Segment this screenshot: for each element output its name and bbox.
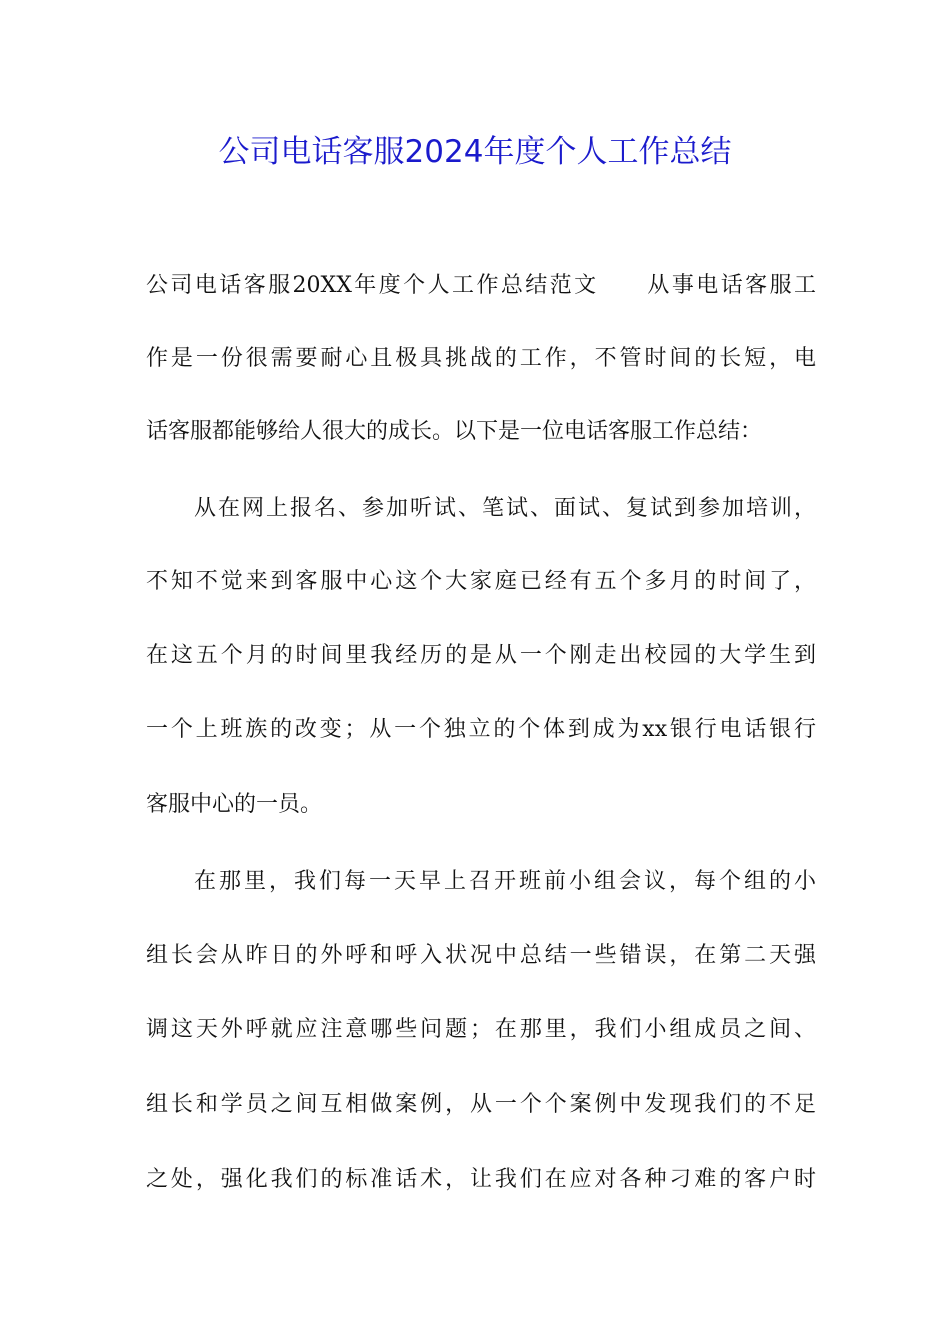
paragraph-line: 作是一份很需要耐心且极具挑战的工作，不管时间的长短，电 — [146, 346, 816, 371]
paragraph-line: 客服中心的一员。 — [146, 792, 323, 817]
paragraph-line: 之处，强化我们的标准话术，让我们在应对各种刁难的客户时 — [146, 1167, 816, 1192]
paragraph-line: 调这天外呼就应注意哪些问题；在那里，我们小组成员之间、 — [146, 1017, 816, 1042]
paragraph-line: 在这五个月的时间里我经历的是从一个刚走出校园的大学生到 — [146, 643, 816, 668]
paragraph-line: 在那里，我们每一天早上召开班前小组会议，每个组的小 — [194, 869, 816, 894]
paragraph-line: 从在网上报名、参加听试、笔试、面试、复试到参加培训， — [194, 496, 816, 521]
paragraph-line: 组长和学员之间互相做案例，从一个个案例中发现我们的不足 — [146, 1092, 816, 1117]
paragraph-line: 公司电话客服20XX年度个人工作总结范文 从事电话客服工 — [146, 273, 816, 298]
paragraph-line: 不知不觉来到客服中心这个大家庭已经有五个多月的时间了， — [146, 569, 816, 594]
paragraph-line: 一个上班族的改变；从一个独立的个体到成为xx银行电话银行 — [146, 717, 816, 742]
document-title: 公司电话客服2024年度个人工作总结 — [218, 134, 732, 170]
paragraph-line: 话客服都能够给人很大的成长。以下是一位电话客服工作总结： — [146, 419, 763, 444]
paragraph-line: 组长会从昨日的外呼和呼入状况中总结一些错误，在第二天强 — [146, 943, 816, 968]
